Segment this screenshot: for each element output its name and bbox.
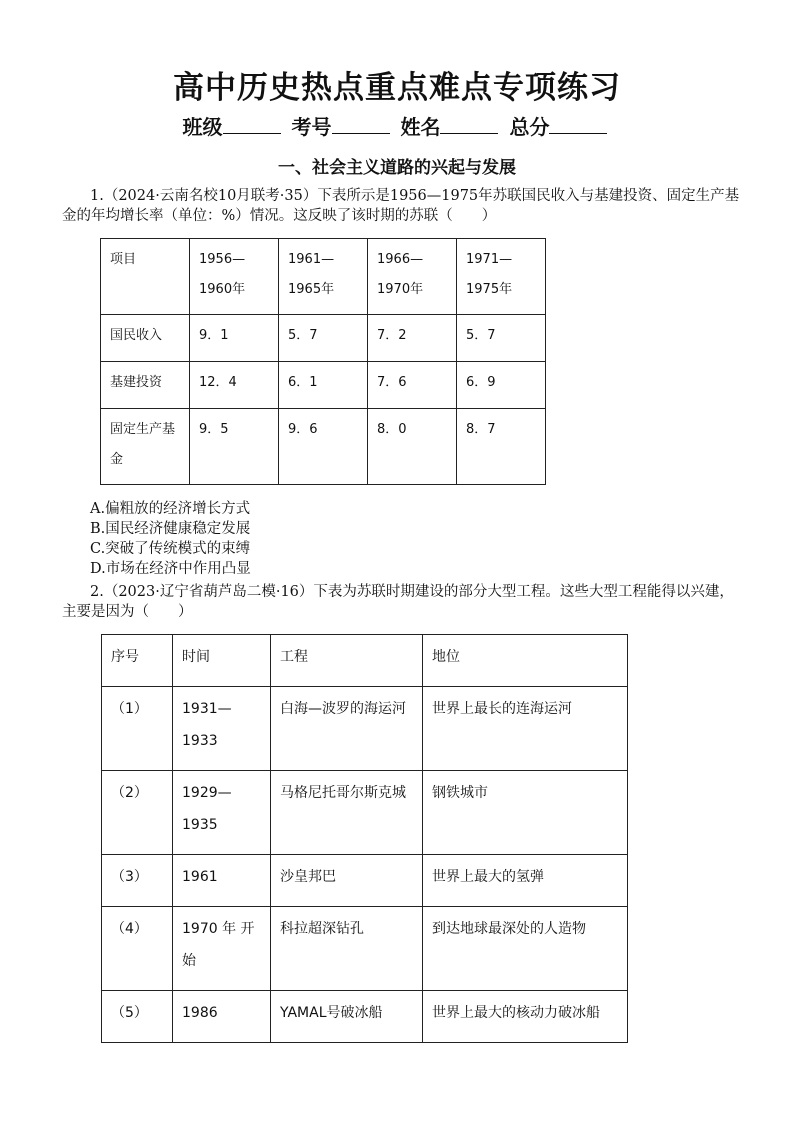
table-cell: 8．7 [457,409,546,485]
table-cell: 9．5 [190,409,279,485]
table-cell: 7．6 [368,362,457,409]
option-b: B.国民经济健康稳定发展 [90,521,251,537]
table-cell: 1971—1975年 [457,239,546,315]
table-row [102,991,628,1043]
table-cell: 6．1 [279,362,368,409]
table-cell: 9．1 [190,315,279,362]
table-cell: 1929—1935 [173,771,271,855]
table-row [102,687,628,771]
table-cell: （2） [102,771,173,855]
page-title: 高中历史热点重点难点专项练习 [173,70,621,106]
table-cell: 时间 [173,635,271,687]
table-cell: 序号 [102,635,173,687]
table-cell: （5） [102,991,173,1043]
table-cell: 1931—1933 [173,687,271,771]
table-cell: 1966—1970年 [368,239,457,315]
question-1-text: 1.（2024·云南名校10月联考·35）下表所示是1956—1975年苏联国民收入与基建投资、固定生产基金的年均增长率（单位：%）情况。这反映了该时期的苏联（ ） [62,188,740,224]
class-blank [223,115,281,134]
class-label: 班级 [182,115,223,139]
table-cell: （4） [102,907,173,991]
table-cell: 世界上最大的氢弹 [423,855,628,907]
table-cell: 1961 [173,855,271,907]
exam-no-label: 考号 [291,115,332,139]
table-cell: （1） [102,687,173,771]
table-cell: 工程 [271,635,423,687]
table-cell: YAMAL号破冰船 [271,991,423,1043]
table-cell: 科拉超深钻孔 [271,907,423,991]
table-cell: 1986 [173,991,271,1043]
table-row [102,907,628,991]
table-cell: 国民收入 [101,315,190,362]
table-cell: 6．9 [457,362,546,409]
table-cell: 7．2 [368,315,457,362]
question-1-stem [62,186,742,226]
table-row [101,362,546,409]
score-label: 总分 [509,115,550,139]
name-blank [440,115,498,134]
table-cell: 1956—1960年 [190,239,279,315]
question-2-text: 2.（2023·辽宁省葫芦岛二模·16）下表为苏联时期建设的部分大型工程。这些大型工程能得以兴建，主要是因为（ ） [62,584,734,620]
table-cell: 世界上最大的核动力破冰船 [423,991,628,1043]
table-cell: 地位 [423,635,628,687]
table-row [101,315,546,362]
table-cell: 1961—1965年 [279,239,368,315]
table-header-row [102,635,628,687]
table-cell: 世界上最长的连海运河 [423,687,628,771]
table-cell: 固定生产基金 [101,409,190,485]
table-cell: 1970 年 开始 [173,907,271,991]
table-cell: 5．7 [457,315,546,362]
table-cell: 钢铁城市 [423,771,628,855]
student-info-line [0,111,794,140]
table-row [101,409,546,485]
table-header-row [101,239,546,315]
table-cell: （3） [102,855,173,907]
option-d: D.市场在经济中作用凸显 [90,561,251,577]
exam-no-blank [332,115,390,134]
table-cell: 9．6 [279,409,368,485]
option-c: C.突破了传统模式的束缚 [90,541,251,557]
table-cell: 5．7 [279,315,368,362]
table-cell: 马格尼托哥尔斯克城 [271,771,423,855]
table-cell: 到达地球最深处的人造物 [423,907,628,991]
section-heading: 一、社会主义道路的兴起与发展 [278,158,516,178]
name-label: 姓名 [400,115,441,139]
table-cell: 沙皇邦巴 [271,855,423,907]
score-blank [549,115,607,134]
table-row [102,771,628,855]
table-row [102,855,628,907]
table-cell: 12．4 [190,362,279,409]
table-cell: 基建投资 [101,362,190,409]
table-cell: 白海—波罗的海运河 [271,687,423,771]
question-2-stem [62,582,742,622]
option-a: A.偏粗放的经济增长方式 [90,501,251,517]
table-cell: 项目 [101,239,190,315]
question-1-table [100,238,546,485]
question-2-table [101,634,628,1043]
table-cell: 8．0 [368,409,457,485]
